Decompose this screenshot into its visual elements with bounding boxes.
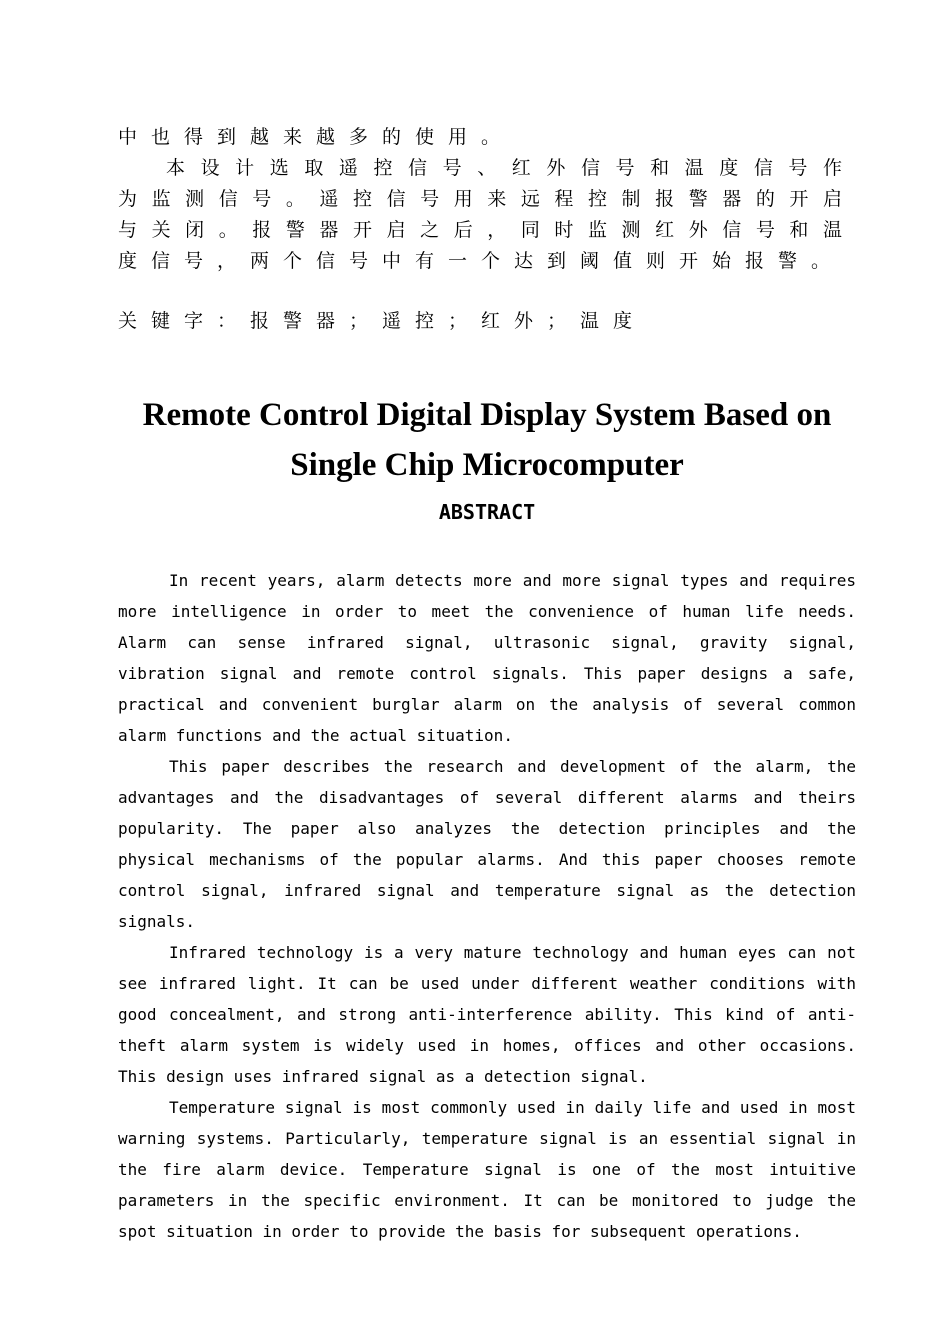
document-page [118,0,856,1344]
english-title: Remote Control Digital Display System Based on Single Chip Microcomputer [142,397,832,483]
english-abstract-body [118,565,856,1247]
abstract-heading: ABSTRACT [438,500,536,524]
abstract-paragraph-4: Temperature signal is most commonly used in daily life and used in most warning systems. Particularly, temperature signal is an essential signal in the fire alarm device. Temperature signal is one of the most intuitive parameters in the specific environment. It can be monitored to judge the spot situation in order to provide the basis for subsequent operations. [118,1098,856,1241]
chinese-keywords: 关键字：报警器；遥控；红外；温度 [118,310,647,332]
chinese-continuation-text: 中也得到越来越多的使用。 [118,126,515,148]
abstract-paragraph-3: Infrared technology is a very mature technology and human eyes can not see infrared light. It can be used under different weather conditions with good concealment, and strong anti-interference ability. This kind of anti-theft alarm system is widely used in homes, offices and other occasions. This design uses infrared signal as a detection signal. [118,943,856,1086]
abstract-paragraph-1: In recent years, alarm detects more and more signal types and requires more intelligence in order to meet the convenience of human life needs. Alarm can sense infrared signal, ultrasonic signal, gravity signal, vibration signal and remote control signals. This paper designs a safe, practical and convenient burglar alarm on the analysis of several common alarm functions and the actual situation. [118,571,856,745]
abstract-paragraph-2: This paper describes the research and development of the alarm, the advantages and the disadvantages of several different alarms and theirs popularity. The paper also analyzes the detection principles and the physical mechanisms of the popular alarms. And this paper chooses remote control signal, infrared signal and temperature signal as the detection signals. [118,757,856,931]
chinese-abstract-paragraph: 本设计选取遥控信号、红外信号和温度信号作为监测信号。遥控信号用来远程控制报警器的开启与关闭。报警器开启之后，同时监测红外信号和温度信号，两个信号中有一个达到阈值则开始报警。 [118,157,856,272]
